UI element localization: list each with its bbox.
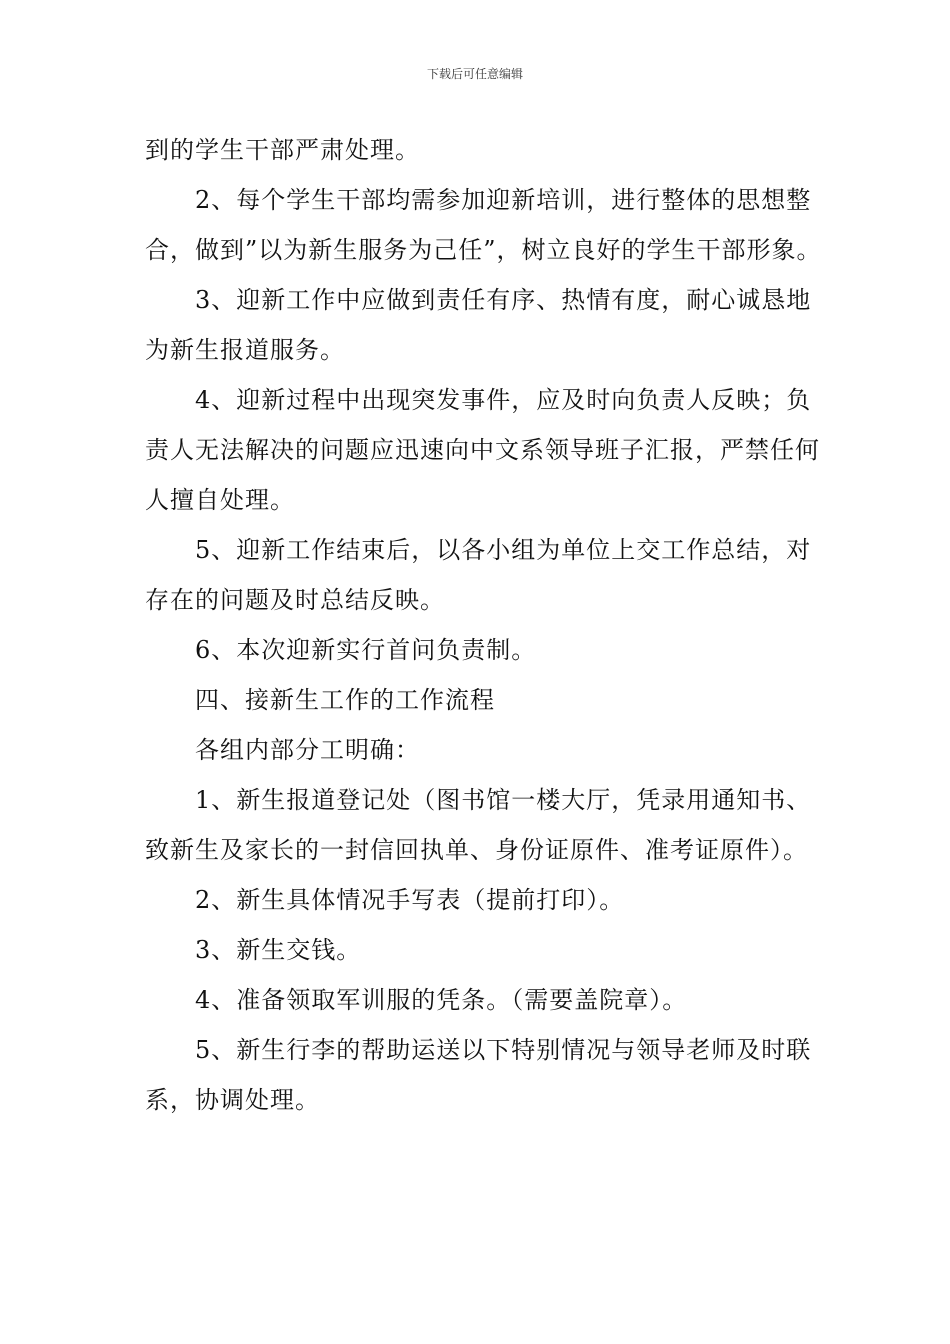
paragraph: 4、准备领取军训服的凭条。（需要盖院章）。	[195, 986, 688, 1014]
document-body	[145, 125, 825, 1125]
paragraph: 各组内部分工明确：	[195, 736, 420, 764]
paragraph: 2、新生具体情况手写表（提前打印）。	[195, 886, 625, 914]
paragraph: 2、每个学生干部均需参加迎新培训，进行整体的思想整合，做到”以为新生服务为己任”，树立良好的学生干部形象。	[145, 186, 822, 264]
section-heading: 四、接新生工作的工作流程	[195, 686, 495, 714]
paragraph: 6、本次迎新实行首问负责制。	[195, 636, 537, 664]
paragraph: 到的学生干部严肃处理。	[145, 136, 420, 164]
paragraph: 1、新生报道登记处（图书馆一楼大厅，凭录用通知书、致新生及家长的一封信回执单、身份证原件、准考证原件）。	[145, 786, 812, 864]
paragraph: 4、迎新过程中出现突发事件，应及时向负责人反映；负责人无法解决的问题应迅速向中文系领导班子汇报，严禁任何人擅自处理。	[145, 386, 820, 514]
page-header-note: 下载后可任意编辑	[426, 67, 523, 81]
paragraph: 3、新生交钱。	[195, 936, 362, 964]
paragraph: 5、新生行李的帮助运送以下特别情况与领导老师及时联系，协调处理。	[145, 1036, 812, 1114]
paragraph: 5、迎新工作结束后，以各小组为单位上交工作总结，对存在的问题及时总结反映。	[145, 536, 812, 614]
paragraph: 3、迎新工作中应做到责任有序、热情有度，耐心诚恳地为新生报道服务。	[145, 286, 812, 364]
